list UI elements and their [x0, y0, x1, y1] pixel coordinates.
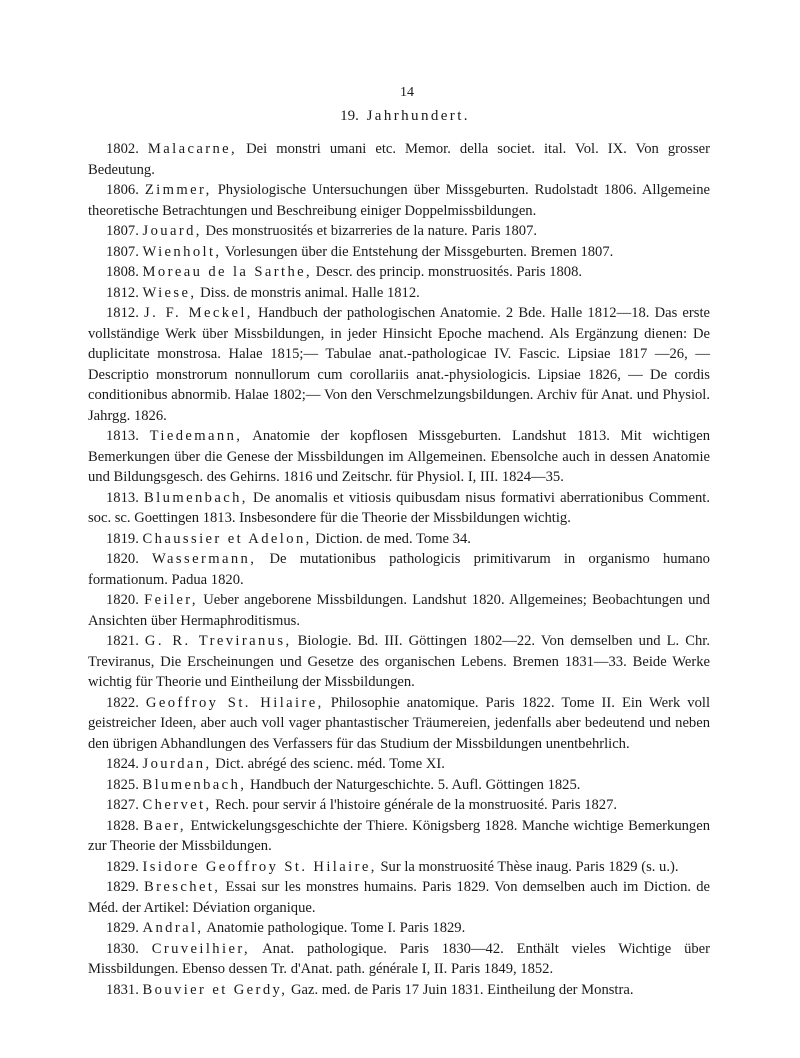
bibliography-list: [88, 139, 710, 1000]
entry-text: Handbuch der pathologischen Anatomie. 2 Bde. Halle 1812—18. Das erste vollständige Werk über Missbildungen, in jeder Hinsicht Epoche machend. Als Ergänzung dienen: De duplicitate monstrosa. Halae 1815;— Tabulae anat.-pathologicae IV. Fascic. Lipsiae 1817 —26, — Descriptio monstrorum nonnullorum cum corollariis anat.-physiologicis. Lipsiae 1826, — De cordis conditionibus abnormib. Halae 1802;— Von den Verschmelzungsbildungen. Archiv für Anat. und Physiol. Jahrgg. 1826.: [88, 305, 710, 424]
entry-year: 1812.: [106, 305, 139, 321]
entry-author: Moreau de la Sarthe,: [142, 264, 313, 280]
entry-year: 1827.: [106, 797, 139, 813]
entry-author: Zimmer,: [144, 182, 212, 198]
entry-text: Handbuch der Naturgeschichte. 5. Aufl. Göttingen 1825.: [249, 776, 581, 793]
bibliography-entry: [88, 857, 710, 878]
entry-year: 1825.: [106, 776, 139, 793]
bibliography-entry: [88, 283, 710, 304]
bibliography-entry: [88, 877, 710, 918]
page-number: 14: [400, 85, 414, 100]
entry-author: Andral,: [142, 920, 204, 936]
bibliography-entry: [88, 426, 710, 488]
bibliography-entry: [88, 693, 710, 755]
entry-year: 1812.: [106, 284, 139, 301]
bibliography-entry: [88, 631, 710, 693]
entry-text: Essai sur les monstres humains. Paris 1829. Von demselben auch im Diction. de Méd. der Artikel: Déviation organique.: [88, 879, 710, 916]
bibliography-entry: [88, 139, 710, 180]
bibliography-entry: [88, 939, 710, 980]
entry-text: Rech. pour servir á l'histoire générale de la monstruosité. Paris 1827.: [215, 797, 618, 813]
entry-year: 1829.: [106, 858, 139, 875]
entry-text: Des monstruosités et bizarreries de la nature. Paris 1807.: [205, 223, 538, 239]
entry-text: Descr. des princip. monstruosités. Paris 1808.: [315, 264, 583, 280]
entry-year: 1807.: [106, 223, 139, 239]
entry-text: Anatomie pathologique. Tome I. Paris 1829.: [206, 920, 466, 936]
entry-text: Entwickelungsgeschichte der Thiere. Königsberg 1828. Manche wichtige Bemerkungen zur Theorie der Missbildungen.: [88, 817, 710, 854]
entry-text: Diction. de med. Tome 34.: [315, 530, 471, 547]
entry-text: Sur la monstruosité Thèse inaug. Paris 1829 (s. u.).: [380, 858, 679, 875]
entry-author: Jourdan,: [142, 756, 212, 772]
bibliography-entry: [88, 775, 710, 796]
entry-author: Blumenbach,: [142, 776, 247, 793]
bibliography-entry: [88, 262, 710, 283]
entry-author: Jouard,: [142, 223, 202, 239]
entry-author: Breschet,: [144, 879, 221, 895]
entry-year: 1829.: [106, 879, 139, 895]
entry-year: 1813.: [106, 428, 139, 444]
entry-author: Baer,: [143, 817, 186, 834]
entry-text: Dei monstri umani etc. Memor. della societ. ital. Vol. IX. Von grosser Bedeutung.: [88, 141, 710, 178]
entry-text: Physiologische Untersuchungen über Missgeburten. Rudolstadt 1806. Allgemeine theoretische Betrachtungen und Beschreibung einiger Doppelmissbildungen.: [88, 182, 710, 219]
entry-year: 1808.: [106, 264, 139, 280]
bibliography-entry: [88, 918, 710, 939]
entry-text: Vorlesungen über die Entstehung der Missgeburten. Bremen 1807.: [224, 243, 614, 260]
bibliography-entry: [88, 795, 710, 816]
entry-year: 1821.: [106, 633, 139, 649]
entry-year: 1822.: [106, 694, 139, 711]
section-number: 19.: [340, 108, 359, 124]
entry-year: 1807.: [106, 243, 139, 260]
bibliography-entry: [88, 303, 710, 426]
entry-author: Feiler,: [144, 592, 198, 608]
entry-text: Anat. pathologique. Paris 1830—42. Enthält vieles Wichtige über Missbildungen. Ebenso dessen Tr. d'Anat. path. générale I, II. Paris 1849, 1852.: [88, 940, 710, 977]
bibliography-entry: [88, 221, 710, 242]
entry-year: 1829.: [106, 920, 139, 936]
section-title-text: Jahrhundert.: [366, 108, 470, 124]
bibliography-entry: [88, 549, 710, 590]
entry-year: 1820.: [106, 551, 139, 567]
entry-author: Tiedemann,: [149, 428, 243, 444]
entry-text: De anomalis et vitiosis quibusdam nisus formativi aberrationibus Comment. soc. sc. Goettingen 1813. Insbesondere für die Theorie der Missbildungen wichtig.: [88, 489, 710, 526]
entry-year: 1819.: [106, 530, 139, 547]
entry-text: Diss. de monstris animal. Halle 1812.: [200, 284, 420, 301]
entry-author: Geoffroy St. Hilaire,: [145, 694, 324, 711]
entry-year: 1802.: [106, 141, 139, 157]
document-page: [88, 84, 710, 1000]
entry-author: Isidore Geoffroy St. Hilaire,: [142, 858, 377, 875]
bibliography-entry: [88, 980, 710, 1001]
entry-year: 1831.: [106, 981, 139, 998]
bibliography-entry: [88, 242, 710, 263]
entry-author: Chaussier et Adelon,: [142, 530, 312, 547]
entry-year: 1813.: [106, 489, 139, 506]
entry-author: Wienholt,: [142, 243, 222, 260]
entry-author: J. F. Meckel,: [144, 305, 253, 321]
bibliography-entry: [88, 754, 710, 775]
entry-author: Wiese,: [142, 284, 197, 301]
section-title: [100, 106, 710, 126]
entry-year: 1830.: [106, 940, 139, 957]
entry-author: Malacarne,: [147, 141, 238, 157]
entry-author: Bouvier et Gerdy,: [142, 981, 288, 998]
entry-author: Cruveilhier,: [151, 940, 251, 957]
entry-text: Ueber angeborene Missbildungen. Landshut 1820. Allgemeines; Beobachtungen und Ansichten über Hermaphroditismus.: [88, 592, 710, 629]
bibliography-entry: [88, 816, 710, 857]
entry-author: Blumenbach,: [144, 489, 248, 506]
entry-text: De mutationibus pathologicis primitivarum in organismo humano formationum. Padua 1820.: [88, 551, 710, 588]
entry-author: G. R. Treviranus,: [144, 633, 292, 649]
entry-text: Gaz. med. de Paris 17 Juin 1831. Eintheilung der Monstra.: [290, 981, 634, 998]
bibliography-entry: [88, 488, 710, 529]
entry-text: Biologie. Bd. III. Göttingen 1802—22. Von demselben und L. Chr. Treviranus, Die Erscheinungen und Gesetze des organischen Lebens. Bremen 1831—33. Beide Werke wichtig für Theorie und Eintheilung der Missbildungen.: [88, 633, 710, 690]
bibliography-entry: [88, 590, 710, 631]
entry-text: Anatomie der kopflosen Missgeburten. Landshut 1813. Mit wichtigen Bemerkungen über die Genese der Missbildungen im Allgemeinen. Ebensolche auch in dessen Anatomie und Bildungsgesch. des Gehirns. 1816 und Zeitschr. für Physiol. I, III. 1824—35.: [88, 428, 711, 485]
entry-author: Wassermann,: [152, 551, 257, 567]
entry-year: 1806.: [106, 182, 139, 198]
bibliography-entry: [88, 180, 710, 221]
entry-year: 1820.: [106, 592, 139, 608]
entry-text: Dict. abrégé des scienc. méd. Tome XI.: [215, 756, 445, 772]
bibliography-entry: [88, 529, 710, 550]
entry-author: Chervet,: [142, 797, 212, 813]
entry-year: 1824.: [106, 756, 139, 772]
entry-text: Philosophie anatomique. Paris 1822. Tome II. Ein Werk voll geistreicher Ideen, aber auch voll vager phantastischer Träumereien, jedenfalls aber bedeutend und neben den übrigen Abhandlungen des Verfassers für das Studium der Missbildungen unentbehrlich.: [88, 694, 711, 752]
entry-year: 1828.: [106, 817, 139, 834]
